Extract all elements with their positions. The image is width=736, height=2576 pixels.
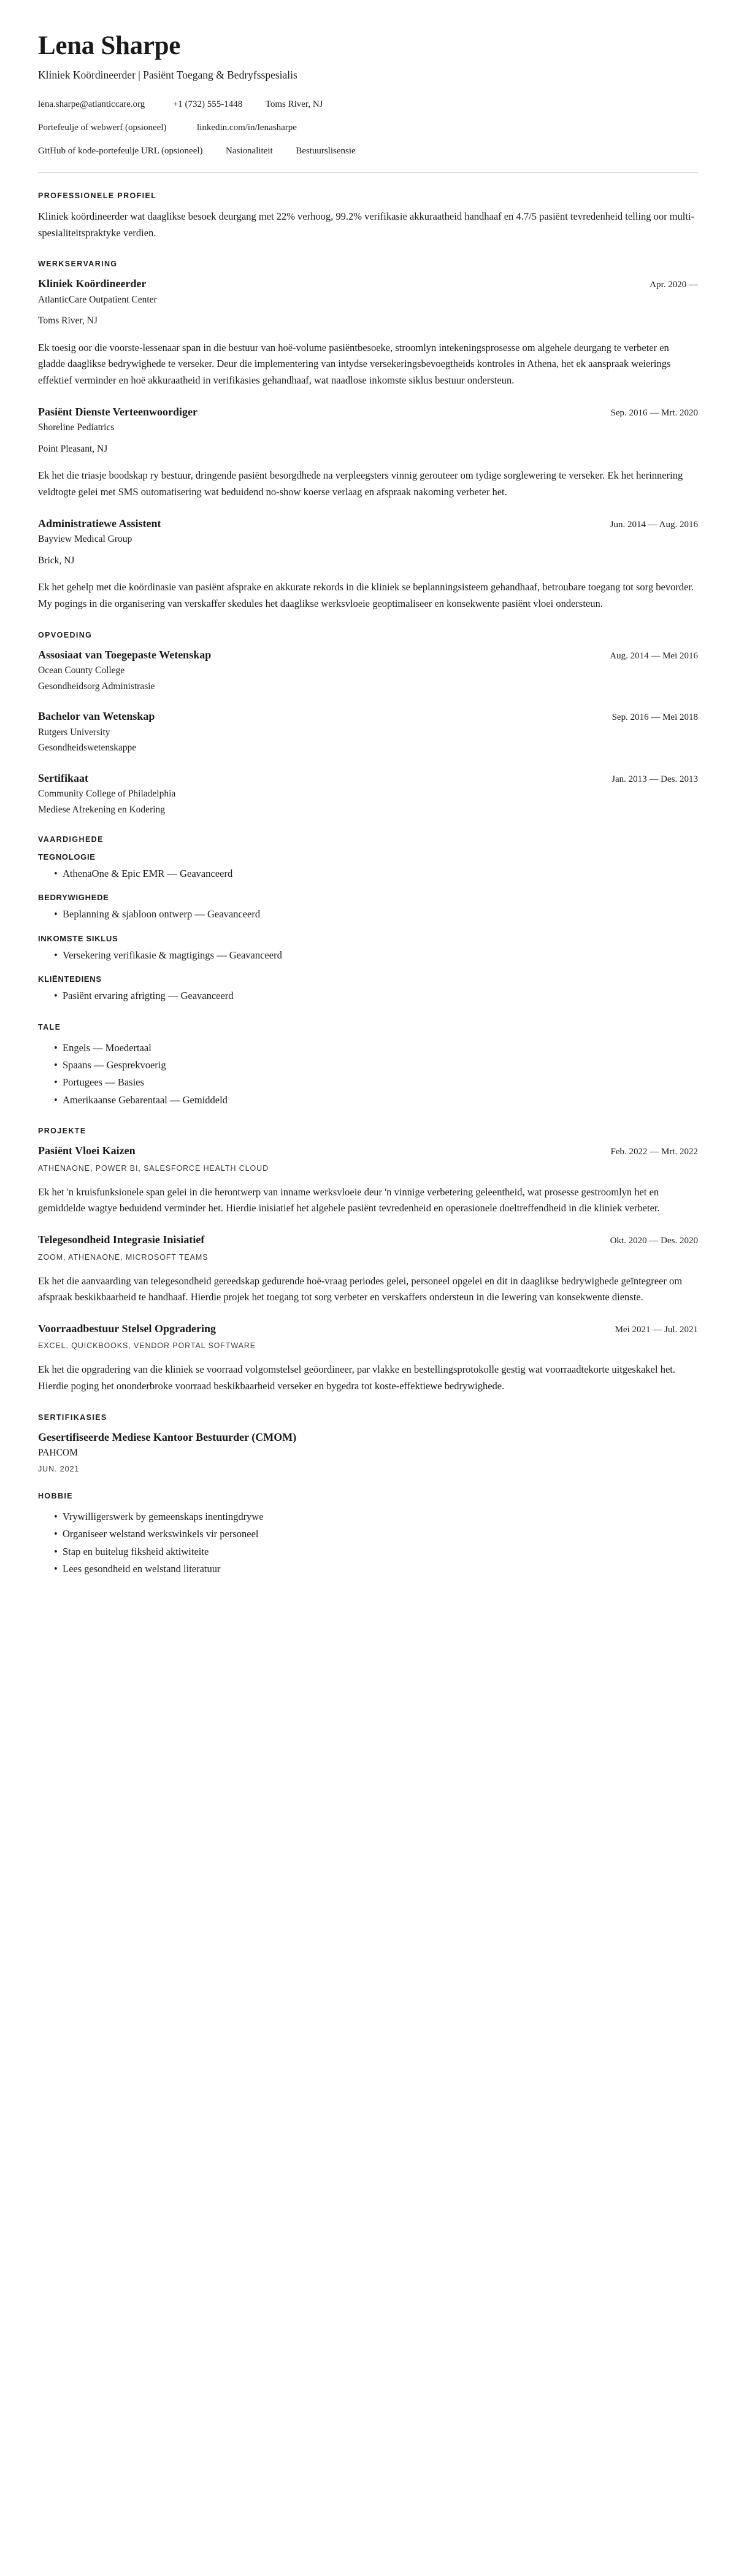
list-item: • Vrywilligerswerk by gemeenskaps inentingdrywe [54, 1509, 698, 1525]
skill-group [38, 974, 698, 1004]
degree-title: Sertifikaat [38, 771, 88, 784]
degree-title: Assosiaat van Toegepaste Wetenskap [38, 648, 212, 661]
school-name: Community College of Philadelphia [38, 789, 176, 800]
entry-header [38, 517, 698, 531]
language-list [38, 1040, 698, 1109]
project-entry [38, 1233, 698, 1306]
location-text: Toms River, NJ [265, 99, 323, 109]
job-dates: Sep. 2016 — Mrt. 2020 [610, 407, 698, 418]
education-entry [38, 771, 698, 817]
project-technologies: ATHENAONE, POWER BI, SALESFORCE HEALTH CLOUD [38, 1163, 269, 1173]
job-location: Point Pleasant, NJ [38, 443, 108, 454]
github-label: GitHub of kode-portefeulje URL (opsioneel) [38, 145, 203, 156]
project-name: Telegesondheid Integrasie Inisiatief [38, 1233, 205, 1246]
certification-issuer: PAHCOM [38, 1448, 78, 1459]
job-dates: Jun. 2014 — Aug. 2016 [610, 519, 698, 530]
portfolio-label: Portefeulje of webwerf (opsioneel) [38, 122, 167, 133]
job-location: Toms River, NJ [38, 315, 98, 326]
entry-header [38, 1322, 698, 1336]
section-heading: TALE [38, 1022, 61, 1032]
experience-entry [38, 517, 698, 612]
section-education [38, 631, 698, 817]
project-dates: Feb. 2022 — Mrt. 2022 [610, 1147, 698, 1157]
list-item: • Beplanning & sjabloon ontwerp — Geavanceerd [54, 906, 698, 922]
school-name: Rutgers University [38, 727, 110, 738]
entry-header [38, 648, 698, 663]
section-certifications [38, 1413, 698, 1473]
phone-text: +1 (732) 555-1448 [172, 99, 243, 109]
hobby-list [38, 1509, 698, 1578]
project-description: Ek het die opgradering van die kliniek se voorraad volgomstelsel geöordineer, par vlakke en bestellingsprotokolle gestig wat voorraadtekorte uitgeskakel het. Hierdie poging het ononderbroke voorraad beskikbaarheid verseker en bygedra tot koste-effektiewe bedrywighede. [38, 1363, 675, 1392]
header-divider [38, 172, 698, 173]
list-item: • AthenaOne & Epic EMR — Geavanceerd [54, 866, 698, 882]
job-dates: Apr. 2020 — [650, 280, 698, 290]
project-name: Pasiënt Vloei Kaizen [38, 1144, 136, 1157]
contact-row-secondary [38, 121, 698, 134]
linkedin-link[interactable]: linkedin.com/in/lenasharpe [197, 122, 297, 133]
job-description: Ek toesig oor die voorste-lessenaar span in die bestuur van hoë-volume pasiëntbesoeke, stroomlyn intekeningsprosesse om algehele deurgang te verbeter en gladde daaglikse bedrywighede te verseker. Deur die implementering van intydse versekeringsbevoegtheids kontroles in Athena, het ek aanspraak weierings effektief verminder en hoë akkuraatheid in verifikasies gehandhaaf, wat naadlose inkomste siklus bestuur ondersteun. [38, 341, 671, 387]
list-item: • Engels — Moedertaal [54, 1040, 698, 1056]
skill-group [38, 852, 698, 882]
page-title: Lena Sharpe [38, 31, 181, 60]
education-entry [38, 648, 698, 693]
section-heading: VAARDIGHEDE [38, 835, 104, 844]
job-title: Pasiënt Dienste Verteenwoordiger [38, 405, 197, 418]
employer-name: AtlanticCare Outpatient Center [38, 294, 157, 305]
skill-category: BEDRYWIGHEDE [38, 893, 109, 903]
project-dates: Okt. 2020 — Des. 2020 [610, 1236, 698, 1246]
contact-row-primary [38, 98, 698, 111]
entry-header [38, 1144, 698, 1159]
experience-entry [38, 405, 698, 501]
skill-list [38, 906, 698, 922]
resume-header [38, 32, 698, 158]
skill-group [38, 934, 698, 963]
field-of-study: Mediese Afrekening en Kodering [38, 804, 166, 815]
job-description: Ek het gehelp met die koördinasie van pasiënt afsprake en akkurate rekords in die kliniek se beplanningsisteem gehandhaaf, betroubare toegang tot sorg bevorder. My pogings in die organisering van verskaffer skedules het daaglikse werksvloeie geoptimaliseer en konsekwente pasiënt vloei ondersteun. [38, 581, 694, 609]
section-heading: WERKSERVARING [38, 260, 118, 269]
job-title: Administratiewe Assistent [38, 517, 161, 530]
experience-entry [38, 277, 698, 389]
skill-category: KLIËNTEDIENS [38, 974, 102, 984]
project-name: Voorraadbestuur Stelsel Opgradering [38, 1322, 217, 1335]
job-location: Brick, NJ [38, 555, 75, 566]
list-item: • Amerikaanse Gebarentaal — Gemiddeld [54, 1092, 698, 1108]
list-item: • Portugees — Basies [54, 1074, 698, 1090]
school-name: Ocean County College [38, 665, 125, 676]
certification-entry [38, 1430, 698, 1473]
list-item: • Versekering verifikasie & magtigings — Geavanceerd [54, 947, 698, 963]
employer-name: Shoreline Pediatrics [38, 422, 115, 433]
degree-dates: Jan. 2013 — Des. 2013 [611, 774, 698, 784]
professional-headline: Kliniek Koördineerder | Pasiënt Toegang & Bedryfsspesialis [38, 69, 297, 82]
skill-list [38, 988, 698, 1004]
section-hobbies [38, 1492, 698, 1578]
project-technologies: EXCEL, QUICKBOOKS, VENDOR PORTAL SOFTWARE [38, 1341, 256, 1351]
skill-group [38, 893, 698, 922]
certification-date: JUN. 2021 [38, 1464, 80, 1473]
section-heading: PROJEKTE [38, 1127, 86, 1136]
job-description: Ek het die triasje boodskap ry bestuur, dringende pasiënt besorgdhede na verpleegsters vinnig gerouteer om tydige sorglewering te verseker. Ek het herinnering veldtogte gelei met SMS outomatisering wat beduidend no-show koerse verlaag en afspraak nakoming verbeter het. [38, 469, 683, 498]
nationality-label: Nasionaliteit [226, 145, 273, 156]
project-description: Ek het 'n kruisfunksionele span gelei in die herontwerp van inname werksvloeie deur 'n vinnige verbetering geleentheid, wat prosesse gestroomlyn het en gemiddelde wagtye beduidend verminder het. Hierdie inisiatief het algehele pasiënt tevredenheid en operasionele doeltreffendheid in die kliniek verbeter. [38, 1186, 660, 1214]
entry-header [38, 709, 698, 724]
field-of-study: Gesondheidswetenskappe [38, 742, 137, 754]
certification-name: Gesertifiseerde Mediese Kantoor Bestuurder (CMOM) [38, 1430, 297, 1443]
education-entry [38, 709, 698, 755]
section-heading: PROFESSIONELE PROFIEL [38, 191, 157, 200]
entry-header [38, 405, 698, 420]
job-title: Kliniek Koördineerder [38, 277, 147, 290]
project-entry [38, 1144, 698, 1217]
project-dates: Mei 2021 — Jul. 2021 [615, 1324, 698, 1335]
employer-name: Bayview Medical Group [38, 534, 132, 545]
degree-dates: Aug. 2014 — Mei 2016 [610, 650, 698, 661]
list-item: • Lees gesondheid en welstand literatuur [54, 1561, 698, 1577]
entry-header [38, 1233, 698, 1248]
list-item: • Stap en buitelug fiksheid aktiwiteite [54, 1544, 698, 1560]
project-description: Ek het die aanvaarding van telegesondheid gereedskap gedurende hoë-vraag periodes gelei, personeel opgelei en dit in daaglikse bedrywighede geïntegreer om afspraak beskikbaarheid te handhaaf. Hierdie projek het toegang tot sorg verbeter en verskaffers ondersteun in die lewering van konsekwente dienste. [38, 1275, 683, 1303]
project-technologies: ZOOM, ATHENAONE, MICROSOFT TEAMS [38, 1252, 209, 1262]
skill-list [38, 947, 698, 963]
section-projects [38, 1127, 698, 1395]
section-heading: OPVOEDING [38, 630, 93, 639]
project-entry [38, 1322, 698, 1395]
degree-dates: Sep. 2016 — Mei 2018 [611, 712, 698, 723]
entry-header [38, 277, 698, 291]
section-skills [38, 835, 698, 1005]
skill-category: INKOMSTE SIKLUS [38, 933, 118, 943]
section-languages [38, 1023, 698, 1109]
degree-title: Bachelor van Wetenskap [38, 710, 155, 723]
list-item: • Spaans — Gesprekvoerig [54, 1057, 698, 1073]
field-of-study: Gesondheidsorg Administrasie [38, 681, 155, 692]
contact-row-tertiary [38, 145, 698, 158]
list-item: • Pasiënt ervaring afrigting — Geavanceerd [54, 988, 698, 1004]
profile-summary-text: Kliniek koördineerder wat daaglikse besoek deurgang met 22% verhoog, 99.2% verifikasie akkuraatheid handhaaf en 4.7/5 pasiënt tevredenheid telling oor multi-spesialiteitspraktyke verdien. [38, 210, 695, 239]
entry-header [38, 771, 698, 786]
skill-list [38, 866, 698, 882]
skill-category: TEGNOLOGIE [38, 852, 96, 862]
section-work-experience [38, 260, 698, 612]
section-professional-profile [38, 191, 698, 241]
email-link[interactable]: lena.sharpe@atlanticcare.org [38, 99, 145, 109]
list-item: • Organiseer welstand werkswinkels vir personeel [54, 1526, 698, 1542]
section-heading: HOBBIE [38, 1491, 74, 1500]
section-heading: SERTIFIKASIES [38, 1413, 107, 1422]
drivers-license-label: Bestuurslisensie [296, 145, 356, 156]
